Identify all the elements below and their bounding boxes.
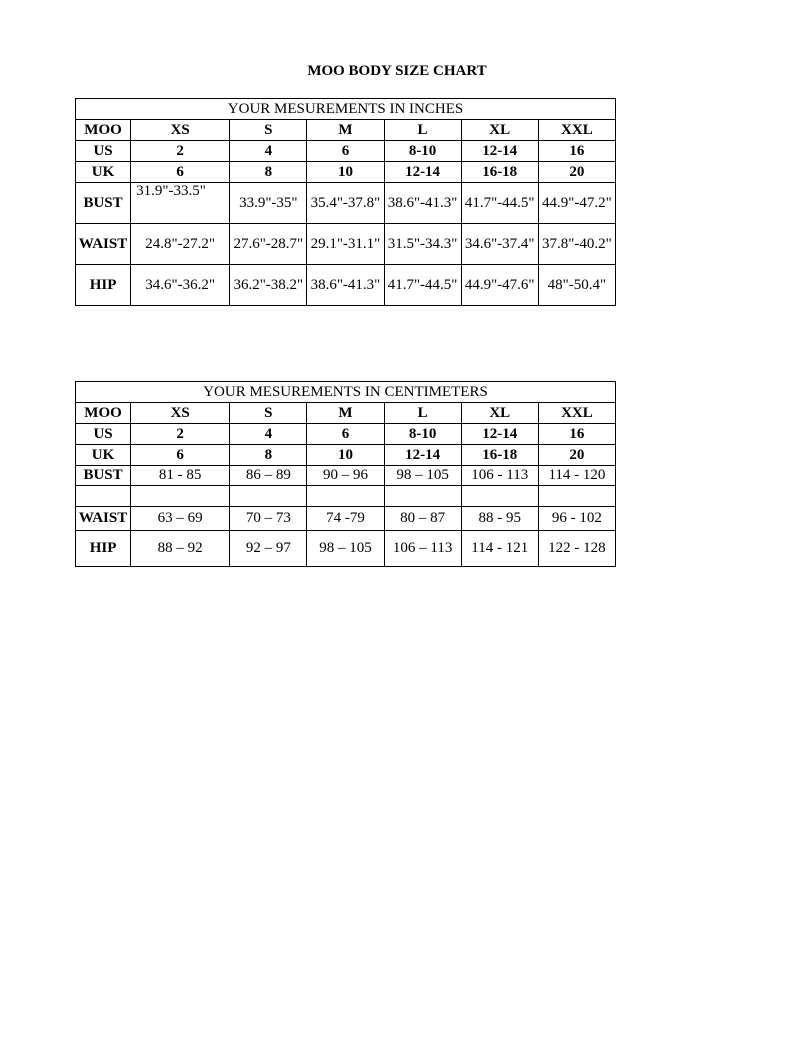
- table-cell: 92 – 97: [230, 531, 307, 567]
- table-caption: YOUR MESUREMENTS IN INCHES: [76, 99, 616, 120]
- table-cell: 8: [230, 162, 307, 183]
- table-cell: 41.7"-44.5": [461, 183, 538, 224]
- table-cell: S: [230, 120, 307, 141]
- table-cell: 98 – 105: [307, 531, 384, 567]
- table-caption: YOUR MESUREMENTS IN CENTIMETERS: [76, 382, 616, 403]
- table-row: [76, 403, 616, 424]
- table-cell: 35.4"-37.8": [307, 183, 384, 224]
- table-cell: 12-14: [461, 141, 538, 162]
- table-row: [76, 120, 616, 141]
- table-cell: 74 -79: [307, 507, 384, 531]
- row-label: MOO: [76, 403, 131, 424]
- row-label: HIP: [76, 531, 131, 567]
- table-cell: 38.6"-41.3": [384, 183, 461, 224]
- table-cell: 44.9"-47.2": [538, 183, 615, 224]
- table-cell: S: [230, 403, 307, 424]
- table-row: [76, 531, 616, 567]
- table-cell: 41.7"-44.5": [384, 265, 461, 306]
- table-cell: 20: [538, 162, 615, 183]
- row-label: UK: [76, 162, 131, 183]
- table-cell: 63 – 69: [131, 507, 230, 531]
- table-cell: XXL: [538, 120, 615, 141]
- row-label: WAIST: [76, 224, 131, 265]
- table-cell: XL: [461, 403, 538, 424]
- table-cell: 37.8"-40.2": [538, 224, 615, 265]
- table-cell: 8-10: [384, 424, 461, 445]
- empty-cell: [131, 486, 230, 507]
- table-row: [76, 162, 616, 183]
- table-cell: XXL: [538, 403, 615, 424]
- table-cell: XS: [131, 120, 230, 141]
- table-cell: 8: [230, 445, 307, 466]
- empty-cell: [307, 486, 384, 507]
- table-cell: 90 – 96: [307, 466, 384, 486]
- table-cell: 98 – 105: [384, 466, 461, 486]
- empty-row: [76, 486, 616, 507]
- table-cell: 16-18: [461, 162, 538, 183]
- empty-cell: [461, 486, 538, 507]
- table-cell: 70 – 73: [230, 507, 307, 531]
- centimeters-size-table: [75, 381, 616, 567]
- row-label: US: [76, 141, 131, 162]
- table-row: [76, 445, 616, 466]
- table-row: [76, 466, 616, 486]
- row-label: BUST: [76, 466, 131, 486]
- table-cell: 33.9"-35": [230, 183, 307, 224]
- table-row: [76, 141, 616, 162]
- table-cell: 88 – 92: [131, 531, 230, 567]
- table-cell: 80 – 87: [384, 507, 461, 531]
- table-cell: 10: [307, 445, 384, 466]
- row-label: HIP: [76, 265, 131, 306]
- table-cell: 12-14: [461, 424, 538, 445]
- table-cell: 4: [230, 141, 307, 162]
- empty-cell: [538, 486, 615, 507]
- table-cell: 4: [230, 424, 307, 445]
- table-cell: 122 - 128: [538, 531, 615, 567]
- table-cell: 2: [131, 424, 230, 445]
- table-cell: 10: [307, 162, 384, 183]
- table-row: [76, 224, 616, 265]
- table-cell: 81 - 85: [131, 466, 230, 486]
- table-cell: 27.6"-28.7": [230, 224, 307, 265]
- table-cell: 106 - 113: [461, 466, 538, 486]
- table-cell: 88 - 95: [461, 507, 538, 531]
- table-cell: 16-18: [461, 445, 538, 466]
- inches-size-table: [75, 98, 616, 306]
- table-cell: 86 – 89: [230, 466, 307, 486]
- table-cell: 31.5"-34.3": [384, 224, 461, 265]
- page-title: MOO BODY SIZE CHART: [307, 63, 487, 79]
- table-cell: 34.6"-37.4": [461, 224, 538, 265]
- table-cell: 31.9"-33.5": [131, 183, 230, 224]
- table-cell: 44.9"-47.6": [461, 265, 538, 306]
- table-cell: 114 - 121: [461, 531, 538, 567]
- table-cell: 12-14: [384, 445, 461, 466]
- table-cell: L: [384, 403, 461, 424]
- table-row: [76, 507, 616, 531]
- table-cell: 24.8"-27.2": [131, 224, 230, 265]
- table-cell: 16: [538, 141, 615, 162]
- table-cell: 34.6"-36.2": [131, 265, 230, 306]
- table-cell: M: [307, 403, 384, 424]
- table-cell: L: [384, 120, 461, 141]
- table-cell: 16: [538, 424, 615, 445]
- table-cell: 36.2"-38.2": [230, 265, 307, 306]
- table-cell: 114 - 120: [538, 466, 615, 486]
- empty-cell: [384, 486, 461, 507]
- row-label: WAIST: [76, 507, 131, 531]
- table-cell: 38.6"-41.3": [307, 265, 384, 306]
- table-cell: 6: [131, 162, 230, 183]
- table-cell: 6: [307, 141, 384, 162]
- table-cell: 12-14: [384, 162, 461, 183]
- table-cell: 48"-50.4": [538, 265, 615, 306]
- row-label: UK: [76, 445, 131, 466]
- row-label: US: [76, 424, 131, 445]
- table-cell: 106 – 113: [384, 531, 461, 567]
- empty-cell: [76, 486, 131, 507]
- table-cell: 8-10: [384, 141, 461, 162]
- table-cell: XS: [131, 403, 230, 424]
- table-row: [76, 183, 616, 224]
- row-label: BUST: [76, 183, 131, 224]
- table-cell: 29.1"-31.1": [307, 224, 384, 265]
- table-cell: 2: [131, 141, 230, 162]
- row-label: MOO: [76, 120, 131, 141]
- table-cell: 20: [538, 445, 615, 466]
- table-cell: M: [307, 120, 384, 141]
- table-cell: XL: [461, 120, 538, 141]
- table-cell: 6: [131, 445, 230, 466]
- table-row: [76, 265, 616, 306]
- table-cell: 6: [307, 424, 384, 445]
- table-cell: 96 - 102: [538, 507, 615, 531]
- empty-cell: [230, 486, 307, 507]
- table-row: [76, 424, 616, 445]
